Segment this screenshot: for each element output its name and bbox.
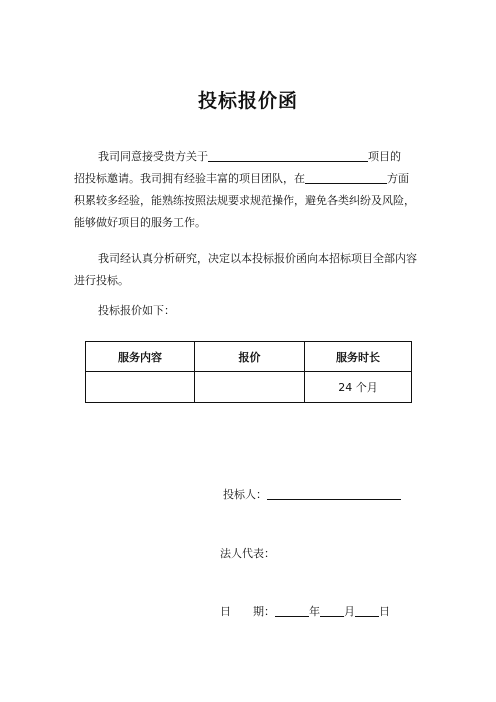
day-blank[interactable] xyxy=(355,604,379,617)
table-row xyxy=(86,372,412,403)
document-title: 投标报价函 xyxy=(197,90,298,112)
date-line: 日 期： 年 月 日 xyxy=(220,605,390,618)
cell-service-duration[interactable]: 24 个月 xyxy=(305,372,412,403)
intro-line-1: 我司同意接受贵方关于 项目的 xyxy=(98,150,401,163)
quote-table xyxy=(85,341,412,403)
quote-intro: 投标报价如下： xyxy=(98,304,175,317)
month-blank[interactable] xyxy=(320,604,344,617)
legal-rep-line: 法人代表： xyxy=(220,547,275,560)
project-name-blank[interactable] xyxy=(208,149,368,162)
year-blank[interactable] xyxy=(275,604,309,617)
header-price: 报价 xyxy=(195,342,305,372)
decision-paragraph: 我司经认真分析研究，决定以本投标报价函向本招标项目全部内容进行投标。 xyxy=(74,252,417,287)
cell-price[interactable] xyxy=(195,372,305,403)
header-service-content: 服务内容 xyxy=(86,342,195,372)
field-blank[interactable] xyxy=(305,171,387,184)
intro-paragraph xyxy=(74,146,424,234)
cell-service-content[interactable] xyxy=(86,372,195,403)
bidder-line: 投标人： xyxy=(223,486,401,502)
table-header-row xyxy=(86,342,412,372)
bidder-blank[interactable] xyxy=(267,487,401,500)
intro-line-3: 积累较多经验，能熟练按照法规要求规范操作，避免各类纠纷及风险， xyxy=(74,194,415,207)
intro-line-2: 招投标邀请。我司拥有经验丰富的项目团队，在 方面 xyxy=(74,172,409,185)
intro-line-4: 能够做好项目的服务工作。 xyxy=(74,216,206,229)
header-service-duration: 服务时长 xyxy=(305,342,412,372)
